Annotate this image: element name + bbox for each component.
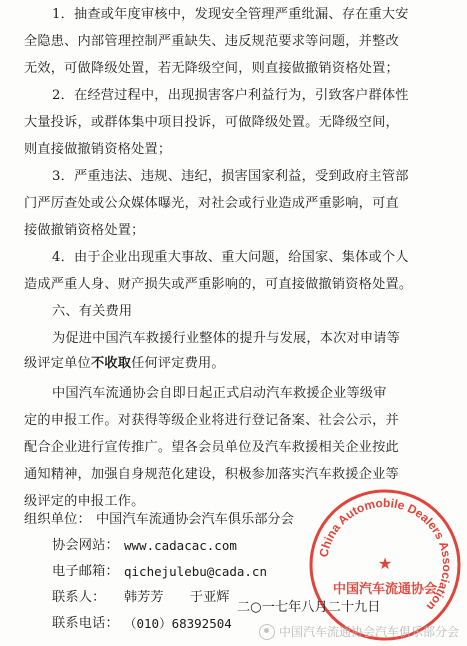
- body-line: 3．严重违法、违规、违纪，损害国家利益，受到政府主管部: [52, 169, 409, 184]
- org-label: 组织单位：: [24, 512, 91, 527]
- org-value: 中国汽车流通协会汽车俱乐部分会: [96, 512, 294, 527]
- body-line: 则直接做撤销资格处置；: [24, 142, 172, 157]
- contact-people-label: 联系人：: [52, 590, 106, 605]
- body-line: 通知精神，加强自身规范化建设，积极参加落实汽车救援企业等: [24, 467, 399, 482]
- body-line: 定的申报工作。对获得等级企业将进行登记备案、社会公示，并: [24, 413, 399, 428]
- fee-prefix: 级评定单位: [24, 356, 91, 371]
- seal-star: ★: [377, 554, 393, 573]
- email-value[interactable]: qichejulebu@cada.cn: [124, 564, 267, 579]
- account-watermark: [259, 623, 459, 640]
- fee-bold-text: 不收取: [90, 356, 132, 371]
- body-line: 级评定的申报工作。: [24, 494, 145, 509]
- website-value[interactable]: www.cadacac.com: [124, 538, 237, 553]
- body-line: 大量投诉，或群体集中项目投诉，可做降级处置。无降级空间，: [24, 115, 399, 130]
- body-line: 4．由于企业出现重大事故、重大问题，给国家、集体或个人: [52, 250, 409, 265]
- official-seal: [305, 485, 465, 645]
- seal-center-text: 中国汽车流通协会: [332, 582, 438, 597]
- document-date: 二○一七年八月二十九日: [237, 600, 381, 615]
- body-line: 配合企业进行宣传推广。望各会员单位及汽车救援相关企业按此: [24, 440, 399, 455]
- body-line: 无效，可做降级处置，若无降级空间，则直接做撤销资格处置；: [24, 61, 399, 76]
- body-line: 中国汽车流通协会自即日起正式启动汽车救援企业等级审: [52, 386, 387, 401]
- body-line: 1．抽查或年度审核中，发现安全管理严重纰漏、存在重大安: [52, 7, 409, 22]
- section-heading-fees: 六、有关费用: [52, 304, 133, 319]
- email-label: 电子邮箱：: [52, 564, 119, 579]
- phone-value: （010）68392504: [124, 616, 232, 631]
- seal-arc-text: China Automobile Dealers Association: [316, 495, 455, 614]
- phone-label: 联系电话：: [52, 616, 119, 631]
- body-line: 接做撤销资格处置；: [24, 223, 145, 238]
- contact-people-value: 韩芳芳 于亚辉: [124, 590, 230, 605]
- fee-suffix: 任何评定费用。: [131, 356, 225, 371]
- wechat-official-account-icon: [259, 624, 275, 640]
- body-line: 全隐患、内部管理控制严重缺失、违反规范要求等问题，并整改: [24, 34, 399, 49]
- body-line: 造成严重人身、财产损失或严重影响的，可直接做撤销资格处置。: [24, 277, 413, 292]
- website-label: 协会网站：: [52, 538, 119, 553]
- watermark-text: 中国汽车流通协会汽车俱乐部分会: [278, 625, 459, 639]
- body-line: 2．在经营过程中，出现损害客户利益行为，引致客户群体性: [52, 88, 409, 103]
- body-line: 为促进中国汽车救援行业整体的提升与发展，本次对申请等: [52, 331, 401, 346]
- fee-statement-line: [24, 356, 225, 372]
- body-line: 门严厉查处或公众媒体曝光，对社会或行业造成严重影响，可直: [24, 196, 399, 211]
